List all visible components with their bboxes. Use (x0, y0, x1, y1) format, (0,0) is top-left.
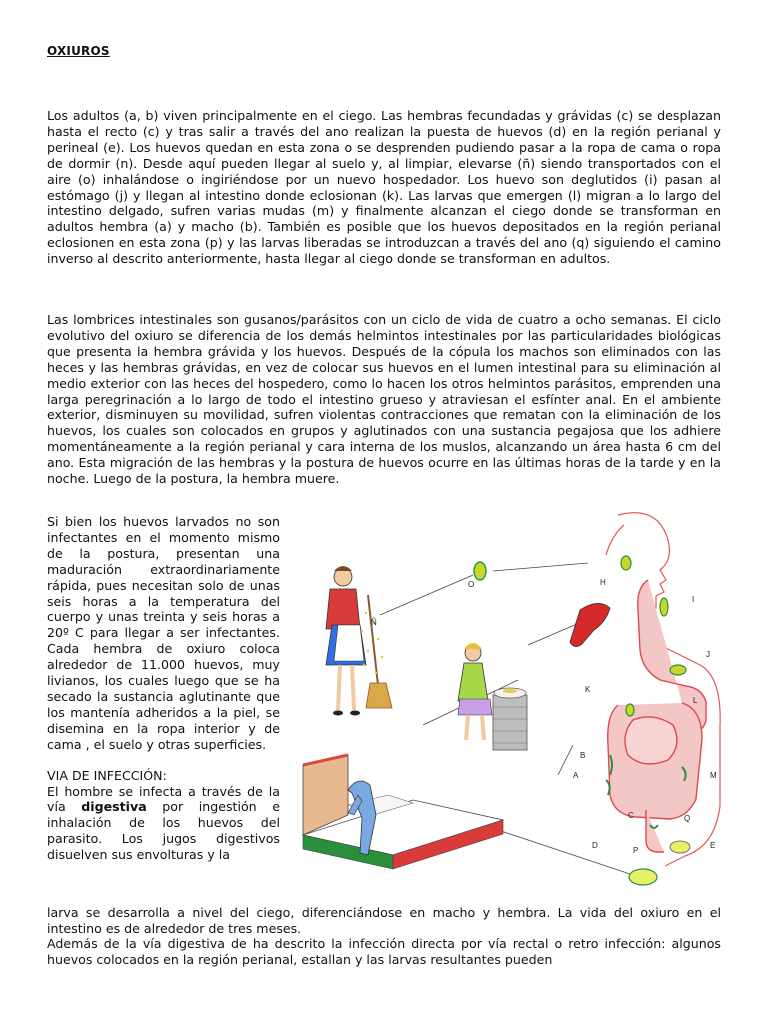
label-c: C (628, 811, 634, 820)
infection-text-pre: El hombre se infecta a través de la vía (47, 783, 280, 815)
label-m: M (710, 771, 717, 780)
child-scratching-drawing (458, 643, 527, 750)
label-o: O (468, 580, 475, 589)
label-h: H (600, 578, 606, 587)
document-title: OXIUROS (47, 44, 110, 58)
oxiuros-cycle-illustration (288, 505, 723, 915)
paragraph-larva: larva se desarrolla a nivel del ciego, diferenciándose en macho y hembra. La vida del oxiuro en el intestino es de alrededor de tres meses. (47, 905, 721, 936)
text-column (47, 514, 280, 863)
label-b: B (580, 751, 586, 760)
digestive-tract-drawing (608, 580, 706, 852)
label-k: K (585, 685, 591, 694)
label-l: L (693, 696, 698, 705)
paragraph-life-cycle: Los adultos (a, b) viven principalmente en el ciego. Las hembras fecundadas y grávidas (c) se desplazan hasta el recto (c) y tras salir a través del ano realizan la puesta de huevos (d) en la región perianal y perineal (e). Los huevos quedan en esta zona o se desprenden pudiendo pasar a la ropa de cama o ropa de dormir (n). Desde aquí pueden llegar al suelo y, al limpiar, elevarse (ñ) siendo transportados con el aire (o) inhalándose o ingiriéndose por un nuevo hospedador. Los huevo son deglutidos (i) pasan al estómago (j) y llegan al intestino donde eclosionan (k). Las larvas que emergen (l) migran a lo largo del intestino delgado, sufren varias mudas (m) y finalmente alcanzan el ciego donde se transforman en adultos hembra (a) y macho (b). También es posible que los huevos depositados en la región perianal eclosionen en esta zona (p) y las larvas liberadas se introduzcan a través del ano (q) siguiendo el camino inverso al descrito anteriormente, hasta llegar al ciego donde se transforman en adultos. (47, 108, 721, 267)
label-i: I (692, 595, 695, 604)
infection-text-bold: digestiva (81, 799, 147, 815)
label-j: J (706, 650, 710, 659)
label-a: A (573, 771, 579, 780)
bed-drawing (303, 755, 503, 869)
paragraph-eggs: Si bien los huevos larvados no son infectantes en el momento mismo de la postura, presentan una maduración extraordinariamente rápida, pues necesitan solo de unas seis horas a la temperatura del cuerpo y unas treinta y seis horas a 20º C para llegar a ser infectantes. Cada hembra de oxiuro coloca alrededor de 11.000 huevos, muy livianos, los cuales luego que se ha secado la sustancia aglutinante que los mantenía adheridos a la piel, se disemina en la ropa interior y de cama , el suelo y otras superficies. (47, 514, 280, 752)
infection-heading: VIA DE INFECCIÓN: (47, 767, 167, 783)
label-e: E (710, 841, 716, 850)
infection-text (47, 784, 280, 864)
label-q: Q (684, 814, 691, 823)
hand-drawing (570, 603, 610, 646)
woman-sweeping-drawing (326, 566, 392, 716)
paragraph-retroinfection: Además de la vía digestiva de ha descrito la infección directa por vía rectal o retro infección: algunos huevos colocados en la región perianal, estallan y las larvas resultantes pueden (47, 936, 721, 967)
label-enie: Ñ (371, 618, 377, 627)
label-d: D (592, 841, 598, 850)
paragraph-description: Las lombrices intestinales son gusanos/parásitos con un ciclo de vida de cuatro a ocho semanas. El ciclo evolutivo del oxiuro se diferencia de los demás helmintos intestinales por las particularidades biológicas que presenta la hembra grávida y los huevos. Después de la cópula los machos son eliminados con las heces y las hembras grávidas, en vez de colocar sus huevos en el lumen intestinal para su eliminación al medio exterior con las heces del hospedero, como lo hacen los otros helmintos parásitos, emprenden una larga peregrinación a lo largo de todo el intestino grueso y atraviesan el esfínter anal. En el ambiente exterior, disminuyen su movilidad, sufren violentas contracciones que rematan con la eliminación de los huevos, los cuales son colocados en grupos y aglutinados con una sustancia pegajosa que los adhiere momentáneamente a la región perianal y cara interna de los muslos, alcanzando un área hasta 6 cm del ano. Esta migración de las hembras y la postura de huevos ocurre en las últimas horas de la tarde y en la noche. Luego de la postura, la hembra muere. (47, 312, 721, 487)
label-p: P (633, 846, 639, 855)
infection-text-post: por ingestión e inhalación de los huevos del parasito. Los jugos digestivos disuelven sus envolturas y la (47, 799, 280, 863)
